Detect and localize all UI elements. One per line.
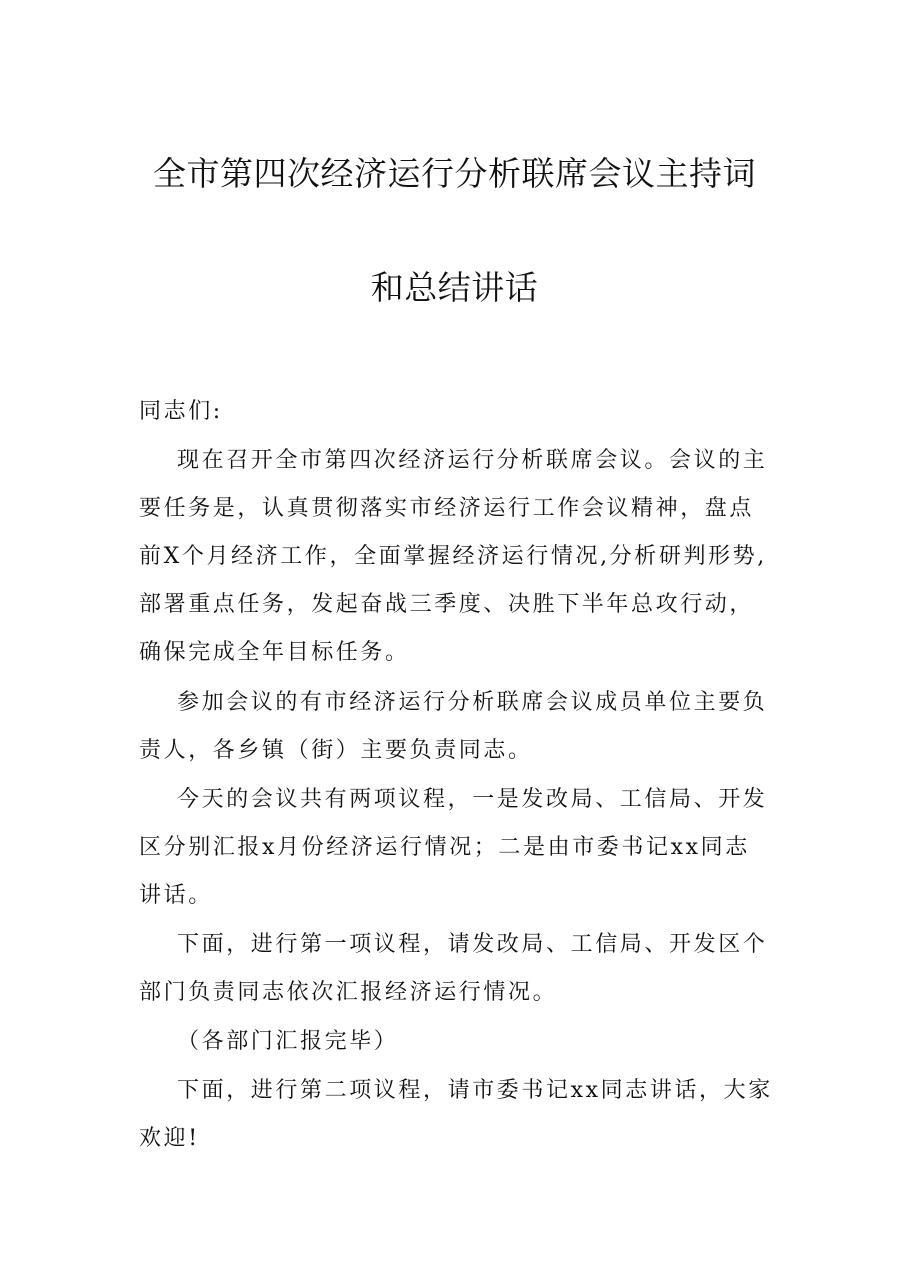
paragraph-line: 欢迎! (139, 1126, 200, 1151)
paragraph-line: 下面，进行第一项议程，请发改局、工信局、开发区个 (177, 932, 768, 957)
paragraph-line: 今天的会议共有两项议程，一是发改局、工信局、开发 (177, 787, 768, 812)
document-title-line-2: 和总结讲话 (370, 268, 539, 307)
paragraph-line: 确保完成全年目标任务。 (139, 640, 410, 665)
paragraph-line: 前X个月经济工作，全面掌握经济运行情况,分析研判形势, (139, 544, 767, 569)
paragraph-line: 要任务是，认真贯彻落实市经济运行工作会议精神，盘点 (139, 496, 755, 521)
paragraph-line: 部门负责同志依次汇报经济运行情况。 (139, 980, 558, 1005)
paragraph-line: （各部门汇报完毕） (177, 1029, 399, 1054)
document-title-line-1: 全市第四次经济运行分析联席会议主持词 (153, 154, 756, 193)
paragraph-line: 责人，各乡镇（街）主要负责同志。 (139, 738, 533, 763)
salutation: 同志们: (139, 399, 223, 424)
paragraph-line: 现在召开全市第四次经济运行分析联席会议。会议的主 (177, 448, 768, 473)
paragraph-line: 部署重点任务，发起奋战三季度、决胜下半年总攻行动， (139, 592, 755, 617)
paragraph-line: 下面，进行第二项议程，请市委书记xx同志讲话，大家 (177, 1078, 773, 1103)
paragraph-line: 区分别汇报x月份经济运行情况；二是由市委书记xx同志 (139, 835, 750, 860)
paragraph-line: 讲话。 (139, 883, 213, 908)
paragraph-line: 参加会议的有市经济运行分析联席会议成员单位主要负 (177, 690, 768, 715)
